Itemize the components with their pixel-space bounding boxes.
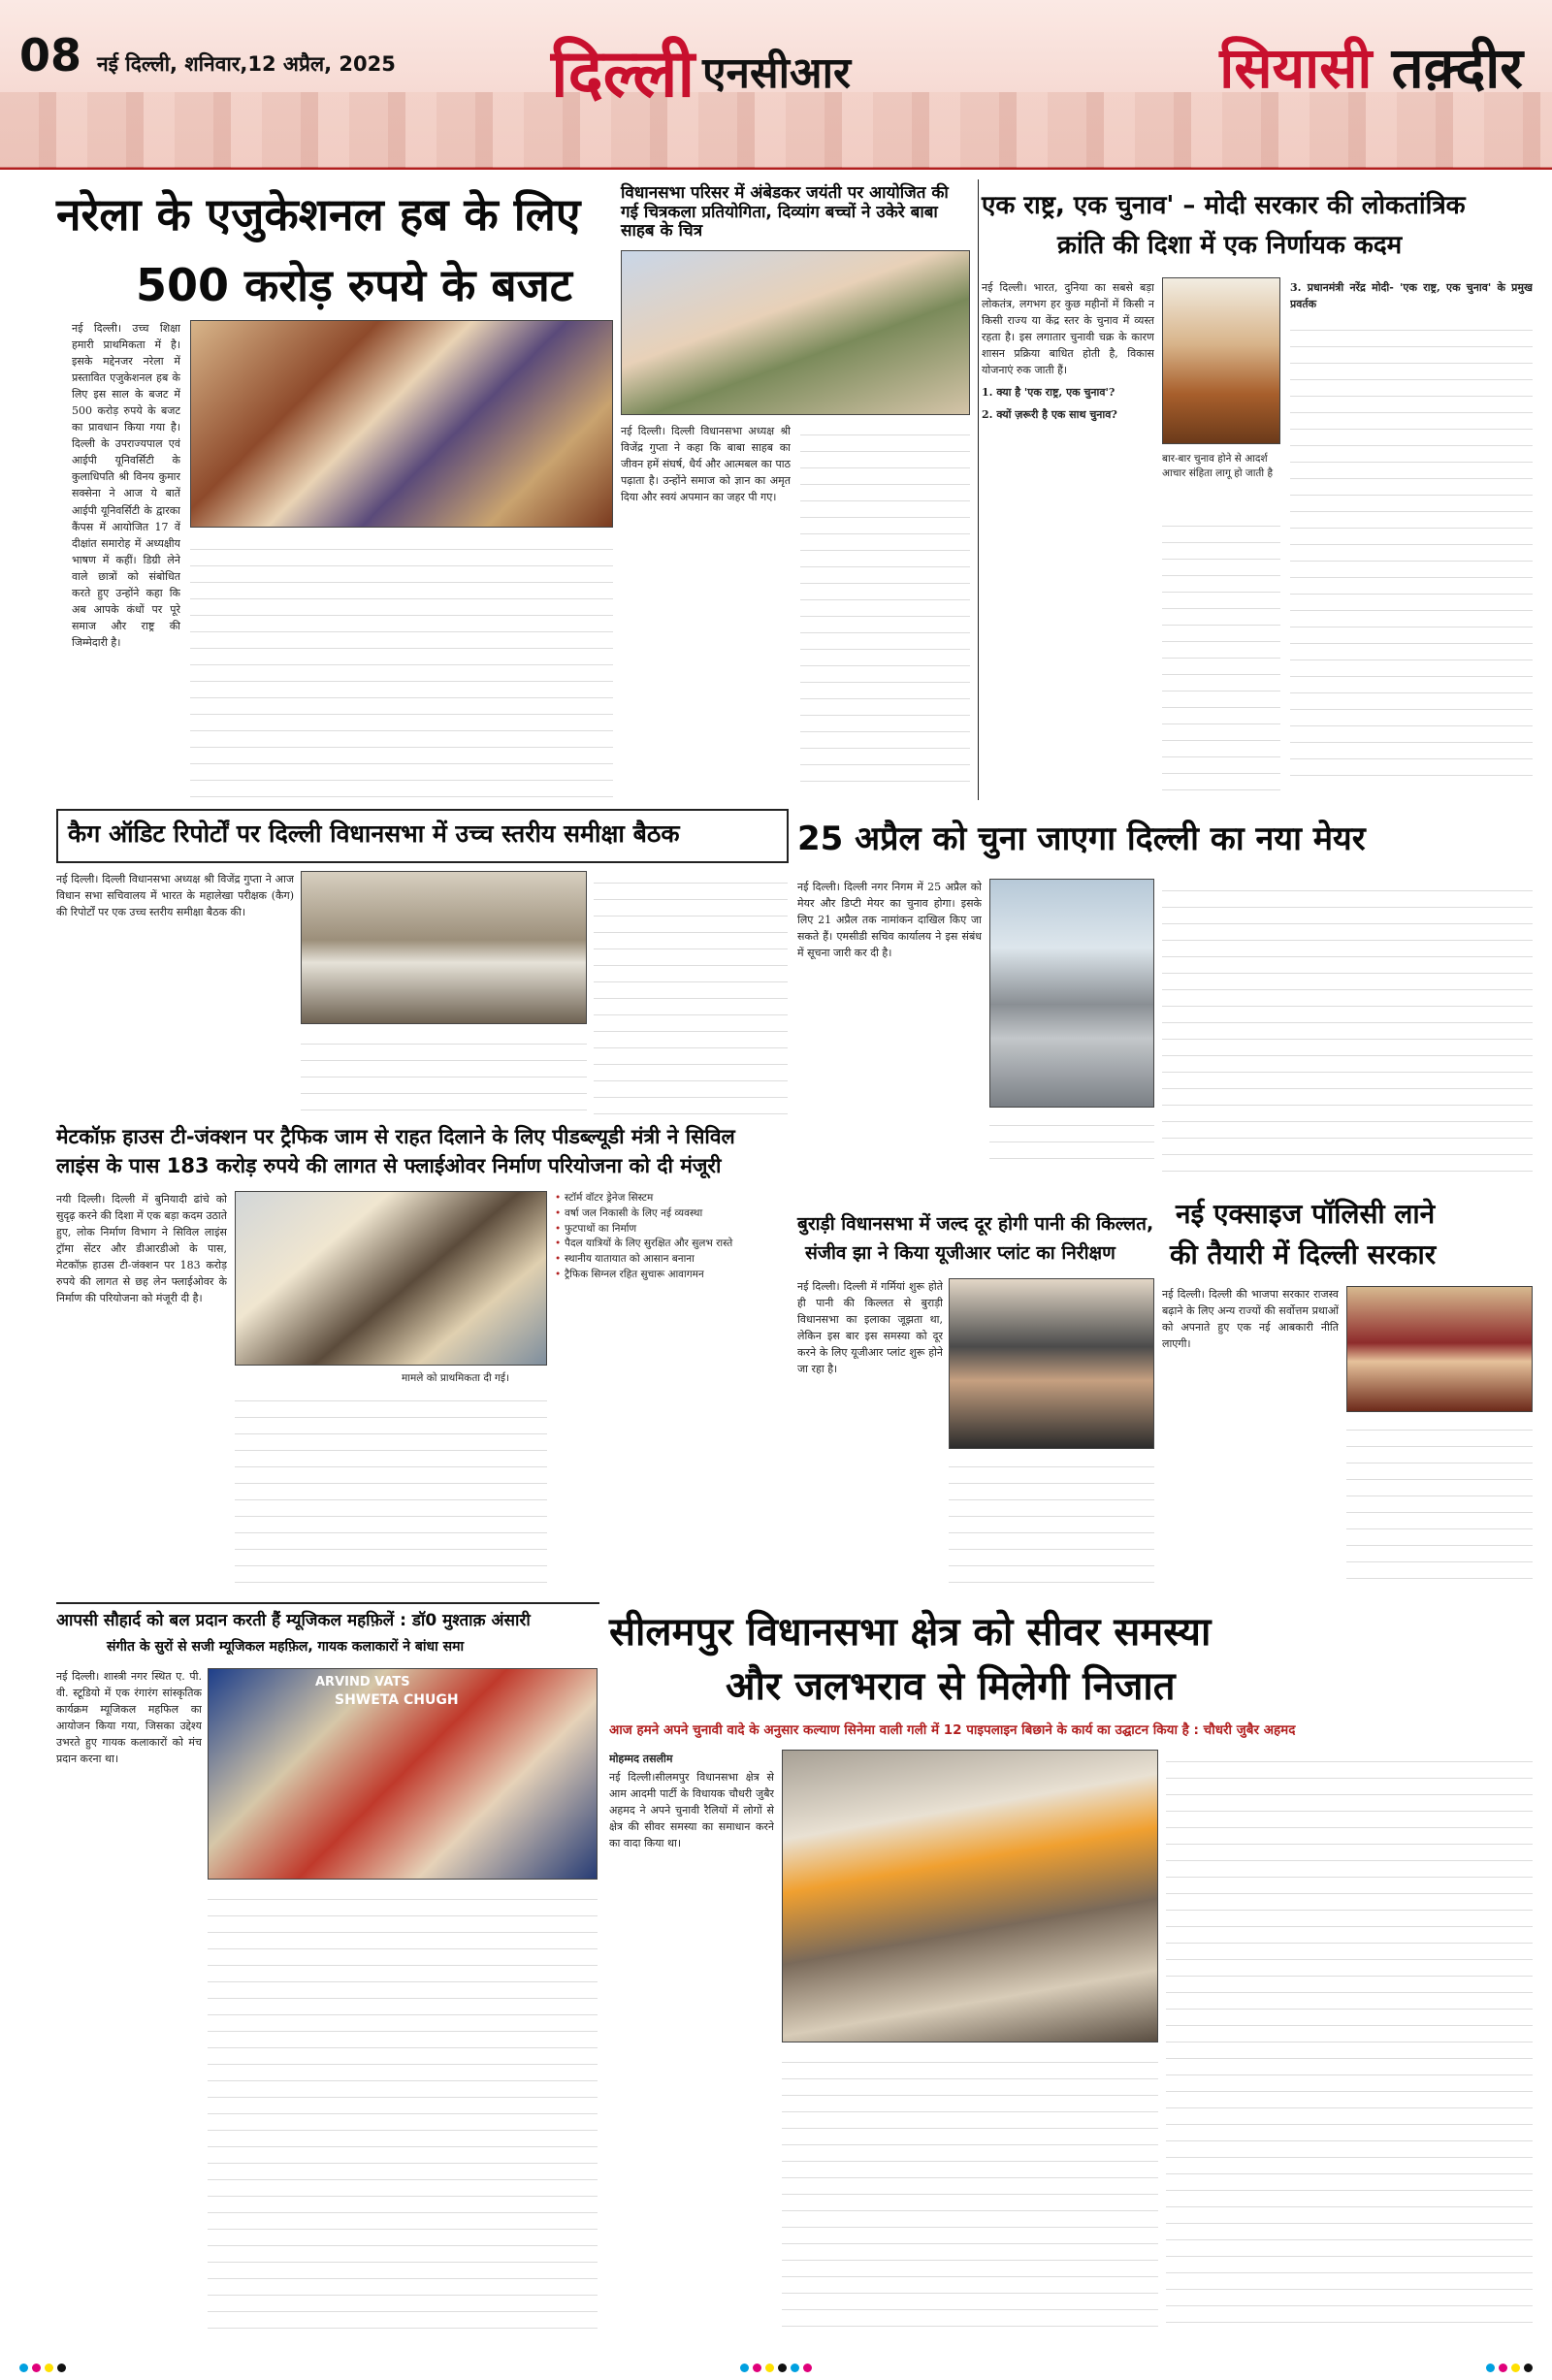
section-title xyxy=(1219,27,1523,104)
story2-body xyxy=(621,423,791,797)
story1-lead: नई दिल्ली। उच्च शिक्षा हमारी प्राथमिकता में है।इसके मद्देनजर नरेला में प्रस्तावित एजुकेशनल हब के लिए इस साल के बजट में 500 करोड़ रुपये के बजट का प्रावधान किया गया है। दिल्ली के उपराज्यपाल एवं आईपी यूनिवर्सिटी के कुलाधिपति श्री विनय कुमार सक्सेना ने आज ये बातें आईपी यूनिवर्सिटी के द्वारका कैंपस में आयोजित 17 वें दीक्षांत समारोह में अध्यक्षीय भाषण में कहीं। डिग्री लेने वाले छात्रों को संबोधित करते हुए उन्होंने कहा कि अब आपके कंधों पर पूरे समाज और राष्ट्र की जिम्मेदारी है। xyxy=(72,322,180,649)
story6-body-columns xyxy=(235,1389,547,1592)
story10-byline: मोहम्मद तसलीम xyxy=(609,1753,673,1765)
story1-headline-2: 500 करोड़ रुपये के बजट xyxy=(136,259,572,311)
registration-dots-center xyxy=(740,2364,812,2372)
story7-photo-inspection xyxy=(949,1278,1154,1449)
page-number: 08 xyxy=(19,29,82,81)
story10-lead: नई दिल्ली।सीलमपुर विधानसभा क्षेत्र से आम आदमी पार्टी के विधायक चौधरी जुबैर अहमद ने अपने चुनावी रैलियों में लोगों से क्षेत्र की सीवर समस्या का समाधान करने का वादा किया था। xyxy=(609,1771,774,1850)
story9-banner-2: SHWETA CHUGH xyxy=(335,1692,459,1708)
story6-bullet-list xyxy=(555,1191,788,1592)
story6-bullet: • ट्रैफिक सिग्नल रहित सुचारू आवागमन xyxy=(555,1268,788,1283)
story6-headline-1: मेटकॉफ़ हाउस टी-जंक्शन पर ट्रैफिक जाम से राहत दिलाने के लिए पीडब्ल्यूडी मंत्री ने सिविल xyxy=(56,1125,735,1148)
story6-photo-officials xyxy=(235,1191,547,1366)
story10-body-right xyxy=(1166,1750,1533,2337)
story6-body xyxy=(56,1191,227,1592)
story9-banner-1: ARVIND VATS xyxy=(315,1675,410,1689)
story4-body xyxy=(56,871,294,1119)
story3-point-3: 3. प्रधानमंत्री नरेंद्र मोदी- 'एक राष्ट्र, एक चुनाव' के प्रमुख प्रवर्तक xyxy=(1290,281,1533,311)
story8-headline-1: नई एक्साइज पॉलिसी लाने xyxy=(1176,1198,1436,1230)
story3-point-2: 2. क्यों ज़रूरी है एक साथ चुनाव? xyxy=(982,408,1117,422)
column-rule-right xyxy=(978,179,979,800)
story10-subhead: आज हमने अपने चुनावी वादे के अनुसार कल्याण सिनेमा वाली गली में 12 पाइपलाइन बिछाने के कार्य का उद्घाटन किया है : चौधरी जुबैर अहमद xyxy=(609,1722,1296,1738)
story9-lead: नई दिल्ली। शास्त्री नगर स्थित ए. पी. वी. स्टूडियो में एक रंगारंग सांस्कृतिक कार्यक्रम म्यूजिकल महफिल का आयोजन किया गया, जिसका उद्देश्य उभरते हुए गायक कलाकारों को मंच प्रदान करना था। xyxy=(56,1670,202,1766)
date-line: नई दिल्ली, शनिवार,12 अप्रैल, 2025 xyxy=(97,52,396,76)
story8-lead: नई दिल्ली। दिल्ली की भाजपा सरकार राजस्व बढ़ाने के लिए अन्य राज्यों की सर्वोत्तम प्रथाओं को अपनाते हुए एक नई आबकारी नीति लाएगी। xyxy=(1162,1288,1339,1351)
story10-headline-1: सीलमपुर विधानसभा क्षेत्र को सीवर समस्या xyxy=(609,1610,1212,1655)
story5-body xyxy=(797,879,982,1172)
story6-lead: नयी दिल्ली। दिल्ली में बुनियादी ढांचे को सुदृढ़ करने की दिशा में एक बड़ा कदम उठाते हुए, लोक निर्माण विभाग ने सिविल लाइंस ट्रॉमा सेंटर और डीआरडीओ के पास, मेटकॉफ़ हाउस टी-जंक्शन पर 183 करोड़ रुपये की लागत से छह लेन फ्लाईओवर के निर्माण की परियोजना को मंजूरी दी है। xyxy=(56,1193,227,1305)
story3-point-1: 1. क्या है 'एक राष्ट्र, एक चुनाव'? xyxy=(982,386,1116,400)
story4-body-right xyxy=(594,871,788,1119)
story5-photo-building xyxy=(989,879,1154,1108)
story6-headline-2: लाइंस के पास 183 करोड़ रुपये की लागत से फ्लाईओवर निर्माण परियोजना को दी मंजूरी xyxy=(56,1154,722,1177)
story4-body-columns xyxy=(301,1032,587,1119)
story2-headline: विधानसभा परिसर में अंबेडकर जयंती पर आयोजित की गई चित्रकला प्रतियोगिता, दिव्यांग बच्चों ने उकेरे बाबा साहब के चित्र xyxy=(621,183,949,241)
story3-body-right-lines xyxy=(1290,318,1533,784)
story9-body xyxy=(56,1668,202,2337)
story2-photo-kids xyxy=(621,250,970,415)
story7-headline-1: बुराड़ी विधानसभा में जल्द दूर होगी पानी की किल्लत, xyxy=(797,1213,1154,1235)
registration-dots-left xyxy=(19,2364,66,2372)
brand-sub: एनसीआर xyxy=(702,48,851,98)
section-title-2: तक़्दीर xyxy=(1391,35,1523,101)
story1-headline-1: नरेला के एजुकेशनल हब के लिए xyxy=(56,188,581,241)
story1-body xyxy=(72,320,180,797)
story6-bullet: • फुटपाथों का निर्माण xyxy=(555,1222,788,1238)
story8-body-columns xyxy=(1346,1418,1533,1592)
story9-subhead: संगीत के सुरों से सजी म्यूजिकल महफ़िल, गायक कलाकारों ने बांधा समा xyxy=(107,1639,465,1655)
story2-lead: नई दिल्ली। दिल्ली विधानसभा अध्यक्ष श्री विजेंद्र गुप्ता ने कहा कि बाबा साहब का जीवन हमें संघर्ष, धैर्य और आत्मबल का पाठ पढ़ाता है। उन्होंने समाज को ज्ञान का अमृत दिया और स्वयं अपमान का जहर पी गए। xyxy=(621,425,791,504)
story6-bullet: • स्टॉर्म वॉटर ड्रेनेज सिस्टम xyxy=(555,1191,788,1206)
story7-headline-2: संजीव झा ने किया यूजीआर प्लांट का निरीक्षण xyxy=(805,1242,1116,1264)
story9-headline: आपसी सौहार्द को बल प्रदान करती हैं म्यूजिकल महफ़िलें : डॉ0 मुश्ताक़ अंसारी xyxy=(56,1611,531,1630)
story9-photo-music xyxy=(208,1668,598,1880)
story6-caption: मामले को प्राथमिकता दी गई। xyxy=(402,1372,510,1384)
story5-headline: 25 अप्रैल को चुना जाएगा दिल्ली का नया मेयर xyxy=(797,820,1366,858)
story7-body-columns xyxy=(949,1455,1154,1592)
story10-headline-2: और जलभराव से मिलेगी निजात xyxy=(726,1664,1176,1709)
story1-photo-ceremony xyxy=(190,320,613,528)
story3-headline-2: क्रांति की दिशा में एक निर्णायक कदम xyxy=(1057,231,1403,260)
story6-bullet: • वर्षा जल निकासी के लिए नई व्यवस्था xyxy=(555,1206,788,1222)
story3-portrait-caption: बार-बार चुनाव होने से आदर्श आचार संहिता लागू हो जाती है xyxy=(1162,453,1274,480)
brand-logo xyxy=(551,25,851,115)
print-registration-strip xyxy=(0,2355,1552,2380)
story5-body-right xyxy=(1162,879,1533,1172)
brand-main: दिल्ली xyxy=(551,35,695,113)
story3-photo-portrait xyxy=(1162,277,1280,444)
masthead-left xyxy=(19,29,396,81)
story6-bullet: • स्थानीय यातायात को आसान बनाना xyxy=(555,1252,788,1268)
story8-photo-minister xyxy=(1346,1286,1533,1412)
story1-body-columns xyxy=(190,537,613,797)
story10-photo-inauguration xyxy=(782,1750,1158,2042)
story3-lead: नई दिल्ली। भारत, दुनिया का सबसे बड़ा लोकतंत्र, लगभग हर कुछ महीनों में किसी न किसी राज्य या केंद्र स्तर के चुनाव में व्यस्त रहता है। इस लगातार चुनावी चक्र के कारण शासन प्रक्रिया बाधित होती है, विकास योजनाएं रुक जाती हैं। xyxy=(982,281,1154,377)
story9-body-columns xyxy=(208,1887,598,2337)
story2-body-columns xyxy=(800,423,970,797)
story3-headline-1: एक राष्ट्र, एक चुनाव' – मोदी सरकार की लोकतांत्रिक xyxy=(982,191,1466,220)
story10-body-middle xyxy=(782,2050,1158,2337)
story5-lead: नई दिल्ली। दिल्ली नगर निगम में 25 अप्रैल को मेयर और डिप्टी मेयर का चुनाव होगा। इसके लिए 21 अप्रैल तक नामांकन दाखिल किए जा सकते हैं। एमसीडी सचिव कार्यालय ने इस संबंध में सूचना जारी कर दी है। xyxy=(797,881,982,960)
story8-headline-2: की तैयारी में दिल्ली सरकार xyxy=(1170,1238,1437,1270)
masthead xyxy=(0,0,1552,170)
story3-body xyxy=(982,279,1154,797)
story9-rule xyxy=(56,1602,599,1604)
story8-body xyxy=(1162,1286,1339,1592)
story4-headline: कैग ऑडिट रिपोर्टों पर दिल्ली विधानसभा में उच्च स्तरीय समीक्षा बैठक xyxy=(68,820,680,848)
story6-bullet: • पैदल यात्रियों के लिए सुरक्षित और सुलभ रास्ते xyxy=(555,1237,788,1252)
story4-lead: नई दिल्ली। दिल्ली विधानसभा अध्यक्ष श्री विजेंद्र गुप्ता ने आज विधान सभा सचिवालय में भारत के महालेखा परीक्षक (कैग) की रिपोर्टों पर एक उच्च स्तरीय समीक्षा बैठक की। xyxy=(56,873,294,919)
story3-body-right xyxy=(1290,279,1533,797)
story3-body-columns xyxy=(1162,514,1280,797)
section-title-1: सियासी xyxy=(1219,35,1373,101)
story7-lead: नई दिल्ली। दिल्ली में गर्मियां शुरू होते ही पानी की किल्लत से बुराड़ी विधानसभा का इलाका जूझता था, लेकिन इस बार इस समस्या को दूर करने के लिए यूजीआर प्लांट शुरू होने जा रहा है। xyxy=(797,1280,943,1376)
story5-body-middle xyxy=(989,1113,1154,1172)
registration-dots-right xyxy=(1486,2364,1533,2372)
story10-body xyxy=(609,1769,774,2337)
story4-photo-meeting xyxy=(301,871,587,1024)
story7-body xyxy=(797,1278,943,1592)
